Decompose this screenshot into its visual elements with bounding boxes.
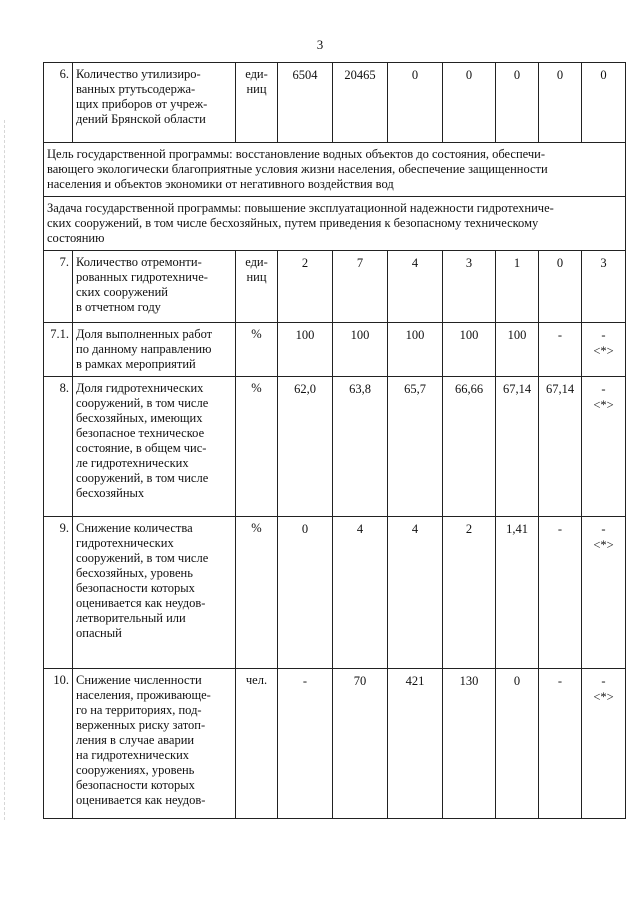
value-text: 1 (513, 256, 521, 270)
indicator-name-line: Количество утилизиро- (76, 67, 201, 81)
indicator-name-line: верженных риску затоп- (76, 718, 206, 732)
section-text (44, 197, 626, 251)
indicator-name-line: ванных ртутьсодержа- (76, 82, 196, 96)
indicator-name-line: на гидротехнических (76, 748, 190, 762)
indicator-name-line: бесхозяйных (76, 486, 145, 500)
value-text: 7 (356, 256, 364, 270)
value-cell (388, 251, 443, 323)
value-text: 2 (301, 256, 309, 270)
indicator-name (73, 251, 236, 323)
section-row (44, 197, 626, 251)
section-text (44, 143, 626, 197)
indicator-name-line: по данному направлению (76, 342, 212, 356)
value-text: 66,66 (454, 382, 484, 396)
value-text: 100 (405, 328, 425, 342)
indicator-name-line: бесхозяйных, имеющих (76, 411, 203, 425)
value-cell (539, 669, 582, 819)
value-cell (539, 63, 582, 143)
value-cell (443, 63, 496, 143)
indicator-name (73, 377, 236, 517)
value-text: 63,8 (349, 382, 371, 396)
value-text: 65,7 (404, 382, 426, 396)
value-text: - (302, 674, 308, 688)
indicator-name-line: сооружениях, уровень (76, 763, 195, 777)
value-cell (333, 323, 388, 377)
value-cell (539, 377, 582, 517)
row-number: 7.1. (44, 323, 73, 377)
value-text: 4 (411, 256, 419, 270)
value-cell (388, 517, 443, 669)
value-cell (582, 669, 626, 819)
row-number: 9. (44, 517, 73, 669)
value-text: 0 (301, 522, 309, 536)
indicator-name-line: сооружений, в том числе (76, 551, 209, 565)
indicator-name-line: дений Брянской области (76, 112, 206, 126)
value-cell (443, 517, 496, 669)
value-cell (582, 377, 626, 517)
value-cell (388, 63, 443, 143)
unit-line: % (251, 327, 262, 341)
value-cell (496, 377, 539, 517)
value-cell (443, 669, 496, 819)
indicator-name-line: Снижение количества (76, 521, 193, 535)
indicator-name (73, 63, 236, 143)
value-cell (388, 377, 443, 517)
value-text: 3 (600, 256, 607, 270)
indicator-name-line: рованных гидротехниче- (76, 270, 208, 284)
unit-line: % (251, 521, 262, 535)
value-text: 67,14 (502, 382, 532, 396)
value-cell (539, 323, 582, 377)
value-text: - (601, 382, 606, 396)
value-text: 70 (353, 674, 367, 688)
value-text: - (601, 674, 606, 688)
row-number: 7. (44, 251, 73, 323)
value-cell (496, 251, 539, 323)
value-text: <*> (593, 690, 614, 704)
value-text: 100 (350, 328, 370, 342)
section-text-line: ских сооружений, в том числе бесхозяйных, путем приведения к безопасному техническому (47, 216, 539, 230)
indicator-name-line: щих приборов от учреж- (76, 97, 208, 111)
indicator-name (73, 323, 236, 377)
unit-cell (236, 517, 278, 669)
indicator-name (73, 517, 236, 669)
unit-cell (236, 377, 278, 517)
value-cell (278, 251, 333, 323)
value-cell (333, 377, 388, 517)
unit-line: еди- (245, 255, 268, 269)
margin-marks (4, 120, 9, 820)
indicator-name-line: опасный (76, 626, 122, 640)
value-cell (496, 517, 539, 669)
value-text: <*> (593, 398, 614, 412)
value-cell (443, 377, 496, 517)
value-text: 6504 (292, 68, 318, 82)
value-text: 3 (465, 256, 473, 270)
value-text: - (601, 522, 606, 536)
indicator-name-line: оценивается как неудов- (76, 793, 206, 807)
indicator-name-line: ских сооружений (76, 285, 168, 299)
row-number: 8. (44, 377, 73, 517)
value-cell (278, 323, 333, 377)
unit-line: ниц (246, 82, 267, 96)
value-text: 0 (513, 68, 521, 82)
page-number: 3 (316, 37, 324, 52)
value-cell (443, 323, 496, 377)
value-cell (496, 669, 539, 819)
indicator-name-line: состояние, в общем чис- (76, 441, 207, 455)
value-cell (496, 323, 539, 377)
value-text: 67,14 (545, 382, 575, 396)
indicator-name-line: сооружений, в том числе (76, 471, 209, 485)
section-text-line: населения и объектов экономики от негативного воздействия вод (47, 177, 394, 191)
indicator-row (44, 323, 626, 377)
value-cell (333, 63, 388, 143)
indicator-name-line: Снижение численности (76, 673, 202, 687)
value-cell (582, 63, 626, 143)
value-text: 1,41 (506, 522, 528, 536)
unit-cell (236, 669, 278, 819)
section-text-line: Задача государственной программы: повышение эксплуатационной надежности гидротехниче- (47, 201, 554, 215)
section-text-line: Цель государственной программы: восстановление водных объектов до состояния, обеспечи- (47, 147, 546, 161)
value-text: 0 (513, 674, 521, 688)
indicator-name-line: в рамках мероприятий (76, 357, 196, 371)
unit-line: % (251, 381, 262, 395)
value-text: 2 (465, 522, 473, 536)
section-row (44, 143, 626, 197)
value-cell (278, 669, 333, 819)
value-text: 4 (356, 522, 364, 536)
value-text: 0 (411, 68, 419, 82)
indicator-name (73, 669, 236, 819)
indicator-row (44, 377, 626, 517)
indicator-name-line: ле гидротехнических (76, 456, 189, 470)
value-cell (443, 251, 496, 323)
unit-cell (236, 323, 278, 377)
value-text: <*> (593, 344, 614, 358)
value-text: 100 (295, 328, 315, 342)
indicator-name-line: Доля гидротехнических (76, 381, 204, 395)
value-text: - (557, 674, 563, 688)
value-cell (539, 251, 582, 323)
unit-line: ниц (246, 270, 267, 284)
indicator-name-line: Количество отремонти- (76, 255, 202, 269)
unit-cell (236, 63, 278, 143)
value-cell (278, 377, 333, 517)
value-text: 0 (465, 68, 473, 82)
indicator-name-line: безопасности которых (76, 581, 195, 595)
value-cell (333, 517, 388, 669)
value-cell (388, 669, 443, 819)
value-text: 100 (507, 328, 527, 342)
indicator-name-line: населения, проживающе- (76, 688, 211, 702)
section-text-line: вающего экологически благоприятные условия жизни населения, обеспечение защищенности (47, 162, 548, 176)
value-text: 20465 (344, 68, 376, 82)
value-text: 100 (459, 328, 479, 342)
indicator-name-line: оценивается как неудов- (76, 596, 206, 610)
indicator-name-line: го на территориях, под- (76, 703, 202, 717)
row-number: 10. (44, 669, 73, 819)
value-cell (333, 669, 388, 819)
indicator-name-line: в отчетном году (76, 300, 161, 314)
value-text: - (557, 522, 563, 536)
value-text: 62,0 (294, 382, 316, 396)
value-cell (539, 517, 582, 669)
indicator-name-line: безопасное техническое (76, 426, 205, 440)
value-cell (496, 63, 539, 143)
indicator-name-line: сооружений, в том числе (76, 396, 209, 410)
value-text: 0 (556, 68, 564, 82)
value-cell (388, 323, 443, 377)
value-cell (278, 63, 333, 143)
indicator-name-line: гидротехнических (76, 536, 174, 550)
indicator-name-line: ления в случае аварии (76, 733, 195, 747)
unit-line: чел. (245, 673, 268, 687)
value-text: 4 (411, 522, 419, 536)
indicator-name-line: бесхозяйных, уровень (76, 566, 193, 580)
value-text: 0 (556, 256, 564, 270)
table-body (44, 63, 626, 819)
value-cell (582, 323, 626, 377)
indicator-name-line: летворительный или (76, 611, 186, 625)
value-cell (278, 517, 333, 669)
value-text: 130 (459, 674, 479, 688)
indicators-table (43, 62, 626, 819)
section-text-line: состоянию (47, 231, 105, 245)
indicator-row (44, 63, 626, 143)
indicator-row (44, 517, 626, 669)
value-cell (582, 517, 626, 669)
value-text: <*> (593, 538, 614, 552)
unit-line: еди- (245, 67, 268, 81)
value-cell (333, 251, 388, 323)
value-text: - (557, 328, 563, 342)
indicator-row (44, 251, 626, 323)
value-text: 0 (600, 68, 607, 82)
row-number: 6. (44, 63, 73, 143)
value-cell (582, 251, 626, 323)
value-text: - (601, 328, 606, 342)
unit-cell (236, 251, 278, 323)
indicator-name-line: безопасности которых (76, 778, 195, 792)
indicator-name-line: Доля выполненных работ (76, 327, 213, 341)
value-text: 421 (405, 674, 425, 688)
indicator-row (44, 669, 626, 819)
